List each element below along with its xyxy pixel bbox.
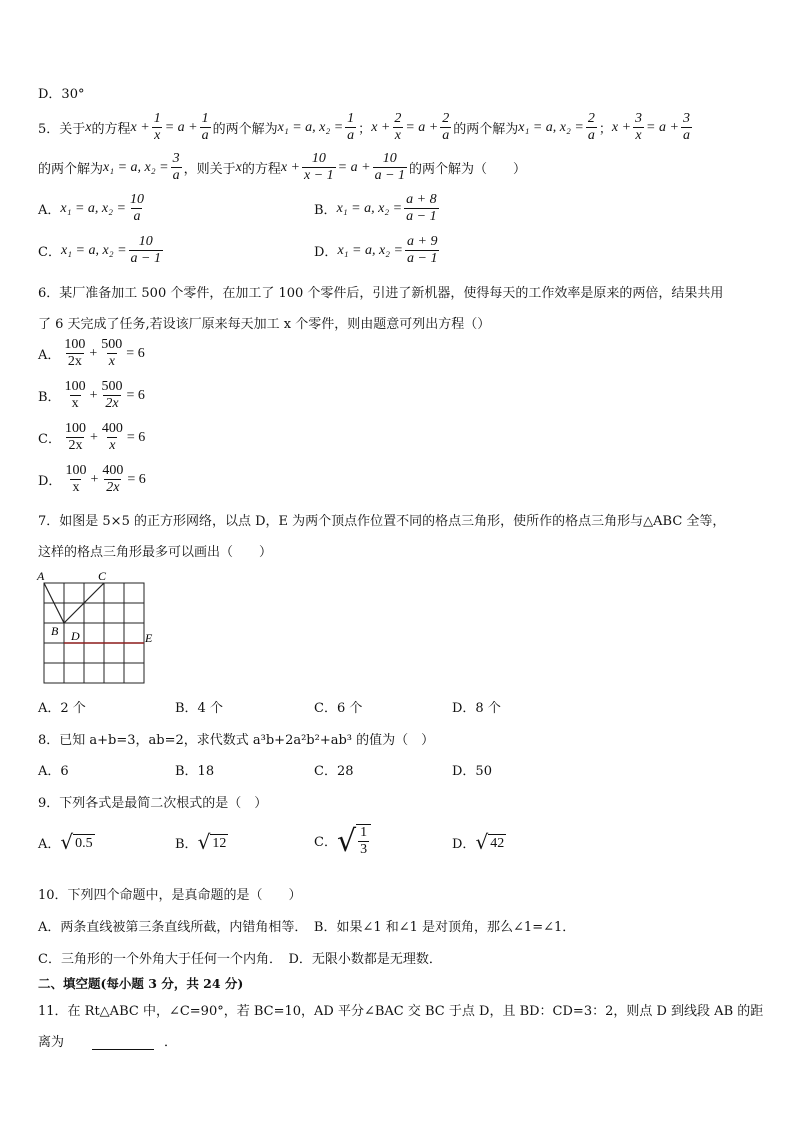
q5-frac3b: $\frac{3}{a}$ [682,111,690,143]
q7-label-d: D [71,629,80,643]
q7-option-b: B．4 个 [175,701,223,716]
q5-eq1-lhs: x + [130,119,150,135]
q8-option-d: D．50 [452,764,492,779]
q7-label-b: B [51,624,59,638]
q5-frac3: $\frac{3}{x}$ [635,111,643,143]
q7-option-d: D．8 个 [452,701,501,716]
q7-line2: 这样的格点三角形最多可以画出（ ） [38,545,273,560]
q5-frac4: $\frac{10}{x - 1}$ [304,151,334,183]
q11-answer-blank[interactable] [92,1049,154,1050]
q7-option-c: C．6 个 [314,701,363,716]
q10-text: 10．下列四个命题中，是真命题的是（ ） [38,888,302,903]
q7-line1: 7．如图是 5×5 的正方形网络，以点 D，E 为两个顶点作位置不同的格点三角形，使所作的格点三角形与△ABC 全等， [38,514,726,529]
q6-option-b: B． $\frac{100}{x}$ + $\frac{500}{2x}$ = 6 [38,379,145,411]
q6-line2: 了 6 天完成了任务,若设该厂原来每天加工 x 个零件，则由题意可列出方程（） [38,317,491,332]
q5-eq3-lhs: x + [611,119,632,135]
q5-frac1: $\frac{1}{x}$ [153,111,161,143]
q8-option-c: C．28 [314,764,354,779]
q5-line2 [38,152,526,183]
q7-label-c: C [98,569,107,583]
q5-option-a: A． x₁ = a, x₂ = $\frac{10}{a}$ [38,192,144,224]
q5-sol1-frac: $\frac{1}{a}$ [347,111,355,143]
q8-text: 8．已知 a+b=3，ab=2，求代数式 a³b+2a²b²+ab³ 的值为（ ） [38,733,435,748]
q5-eq1-mid: = a + [164,119,198,135]
q5-frac2b: $\frac{2}{a}$ [442,111,450,143]
q6-line1: 6．某厂准备加工 500 个零件，在加工了 100 个零件后，引进了新机器，使得每天的工作效率是原来的两倍，结果共用 [38,286,724,301]
q5-sol-text: 的两个解为 [212,122,278,137]
q5-frac4b: $\frac{10}{a - 1}$ [374,151,406,183]
q5-sol2-frac: $\frac{2}{a}$ [587,111,595,143]
q5-var: x [85,119,92,135]
q11-line1: 11．在 Rt△ABC 中，∠C=90°，若 BC=10，AD 平分∠BAC 交 BC 于点 D，且 BD：CD=3：2，则点 D 到线段 AB 的距 [38,1004,764,1019]
q7-grid-figure [34,568,158,686]
q5-prefix: 5．关于 [38,122,86,137]
q5-option-b: B． x₁ = a, x₂ = $\frac{a + 8}{a - 1}$ [314,192,437,224]
q5-sol3-frac: $\frac{3}{a}$ [172,151,180,183]
q5-line1 [38,112,694,143]
q5-sol2: x₁ = a, x₂ = [518,119,584,135]
q5-option-c: C． x₁ = a, x₂ = $\frac{10}{a - 1}$ [38,234,161,266]
q6-option-c: C． $\frac{100}{2x}$ + $\frac{400}{x}$ = 6 [38,421,146,453]
q9-option-d: D． √ 42 [452,830,505,854]
q7-option-a: A．2 个 [38,701,86,716]
q11-line2-prefix: 离为 [38,1035,65,1050]
q5-line2-suffix: 的两个解为（ ） [409,162,527,177]
q5-sep: ； [358,122,372,137]
q5-sol3: x₁ = a, x₂ = [103,159,169,175]
q11-line2-suffix: ． [164,1035,178,1050]
q5-text2: 的方程 [241,162,281,177]
q10-options-cd: C．三角形的一个外角大于任何一个内角． D．无限小数都是无理数． [38,952,442,967]
q7-label-a: A [37,569,45,583]
q5-eq2-mid: = a + [405,119,439,135]
q5-eq4-lhs: x + [280,159,300,175]
q10-options-ab: A．两条直线被第三条直线所截，内错角相等． B．如果∠1 和∠1 是对顶角，那么∠1=∠1． [38,920,576,935]
q11-line2 [38,1031,177,1050]
q5-eq2-lhs: x + [371,119,391,135]
q6-option-d: D． $\frac{100}{x}$ + $\frac{400}{2x}$ = 6 [38,463,146,495]
q8-option-a: A．6 [38,764,69,779]
q5-sol-text2: 的两个解为 [453,122,519,137]
section-title: 二、填空题(每小题 3 分，共 24 分) [38,976,244,991]
q5-option-d: D． x₁ = a, x₂ = $\frac{a + 9}{a - 1}$ [314,234,438,266]
q5-var2: x [235,159,242,175]
q5-eq3-mid: = a + [646,119,679,135]
q5-sol1: x₁ = a, x₂ = [277,119,344,135]
q9-option-c: C． √ $\frac{1}{3}$ [314,824,371,857]
q5-frac1b: $\frac{1}{a}$ [201,111,209,143]
q5-frac2: $\frac{2}{x}$ [394,111,402,143]
q9-option-a: A． √ 0.5 [38,830,93,854]
q9-option-b: B． √ 12 [175,830,227,854]
q5-then: ，则关于 [183,162,236,177]
q5-sep2: ； [598,122,612,137]
q5-eq4-mid: = a + [337,159,371,175]
q4-option-d: D．30° [38,87,85,102]
q5-line2-prefix: 的两个解为 [38,162,104,177]
q6-option-a: A． $\frac{100}{2x}$ + $\frac{500}{x}$ = 6 [38,337,145,369]
q7-label-e: E [145,631,153,645]
q5-text: 的方程 [91,122,131,137]
q7-grid-lines [44,583,144,683]
q9-text: 9．下列各式是最简二次根式的是（ ） [38,796,268,811]
q8-option-b: B．18 [175,764,215,779]
